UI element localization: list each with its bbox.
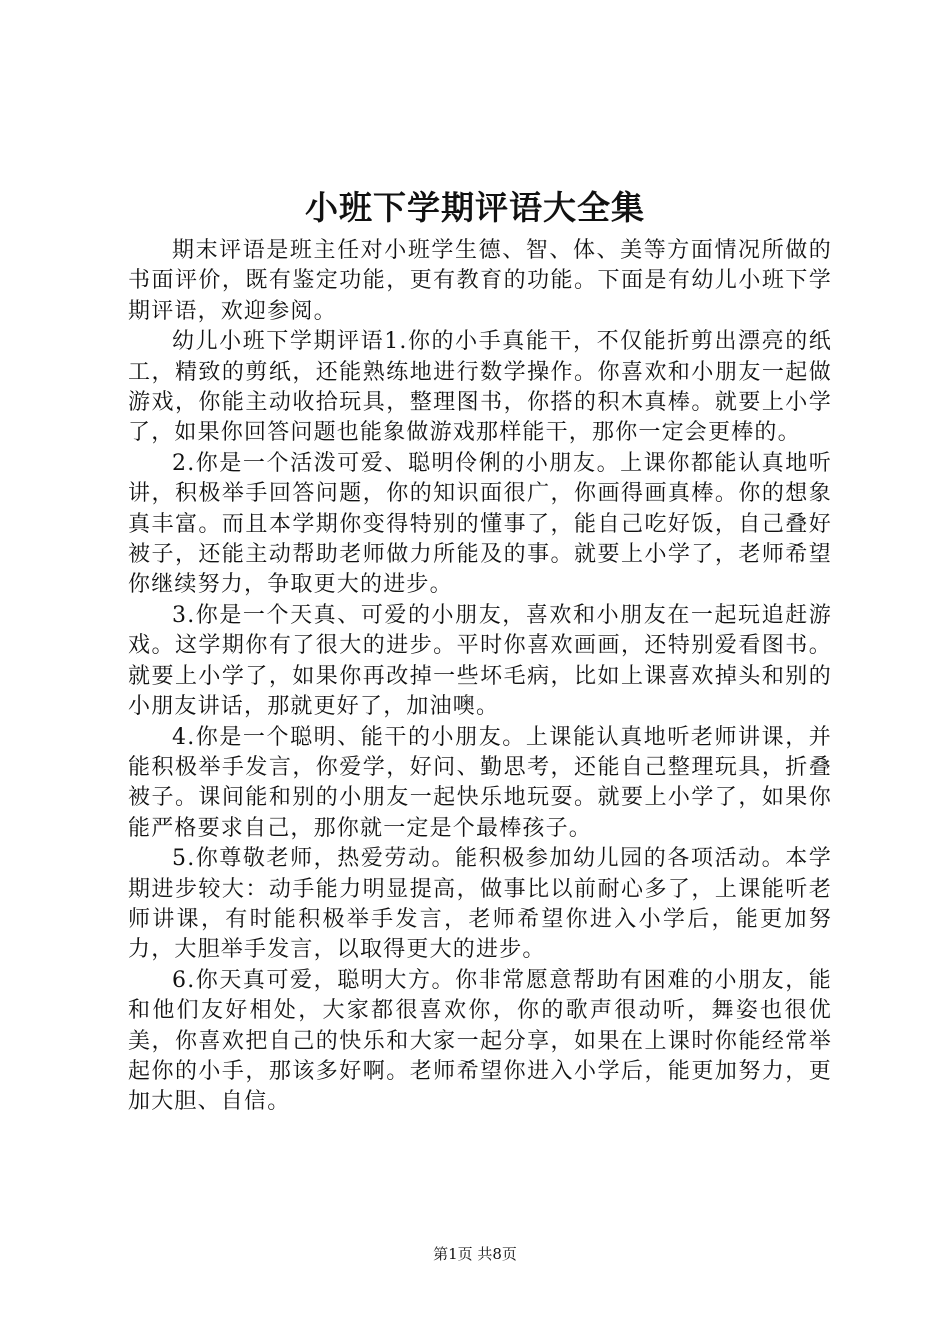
paragraph-intro: 期末评语是班主任对小班学生德、智、体、美等方面情况所做的书面评价，既有鉴定功能，更有教育的功能。下面是有幼儿小班下学期评语，欢迎参阅。 bbox=[128, 238, 832, 324]
page-number-footer: 第1页 共8页 bbox=[433, 1245, 517, 1263]
paragraph-comment-4: 4.你是一个聪明、能干的小朋友。上课能认真地听老师讲课，并能积极举手发言，你爱学，好问、勤思考，还能自己整理玩具，折叠被子。课间能和别的小朋友一起快乐地玩耍。就要上小学了，如果你能严格要求自己，那你就一定是个最棒孩子。 bbox=[128, 724, 832, 841]
paragraph-comment-1: 幼儿小班下学期评语1.你的小手真能干，不仅能折剪出漂亮的纸工，精致的剪纸，还能熟练地进行数学操作。你喜欢和小朋友一起做游戏，你能主动收拾玩具，整理图书，你搭的积木真棒。就要上小学了，如果你回答问题也能象做游戏那样能干，那你一定会更棒的。 bbox=[128, 329, 832, 446]
paragraph-comment-2: 2.你是一个活泼可爱、聪明伶俐的小朋友。上课你都能认真地听讲，积极举手回答问题，你的知识面很广，你画得画真棒。你的想象真丰富。而且本学期你变得特别的懂事了，能自己吃好饭，自己叠好被子，还能主动帮助老师做力所能及的事。就要上小学了，老师希望你继续努力，争取更大的进步。 bbox=[128, 450, 832, 598]
paragraph-comment-5: 5.你尊敬老师，热爱劳动。能积极参加幼儿园的各项活动。本学期进步较大：动手能力明显提高，做事比以前耐心多了，上课能听老师讲课，有时能积极举手发言，老师希望你进入小学后，能更加努力，大胆举手发言，以取得更大的进步。 bbox=[128, 846, 832, 963]
paragraph-comment-6: 6.你天真可爱，聪明大方。你非常愿意帮助有困难的小朋友，能和他们友好相处，大家都很喜欢你，你的歌声很动听，舞姿也很优美，你喜欢把自己的快乐和大家一起分享，如果在上课时你能经常举起你的小手，那该多好啊。老师希望你进入小学后，能更加努力，更加大胆、自信。 bbox=[128, 967, 832, 1115]
page-title: 小班下学期评语大全集 bbox=[305, 188, 645, 227]
document-body bbox=[128, 236, 832, 1118]
paragraph-comment-3: 3.你是一个天真、可爱的小朋友，喜欢和小朋友在一起玩追赶游戏。这学期你有了很大的进步。平时你喜欢画画，还特别爱看图书。就要上小学了，如果你再改掉一些坏毛病，比如上课喜欢掉头和别的小朋友讲话，那就更好了，加油噢。 bbox=[128, 602, 832, 720]
